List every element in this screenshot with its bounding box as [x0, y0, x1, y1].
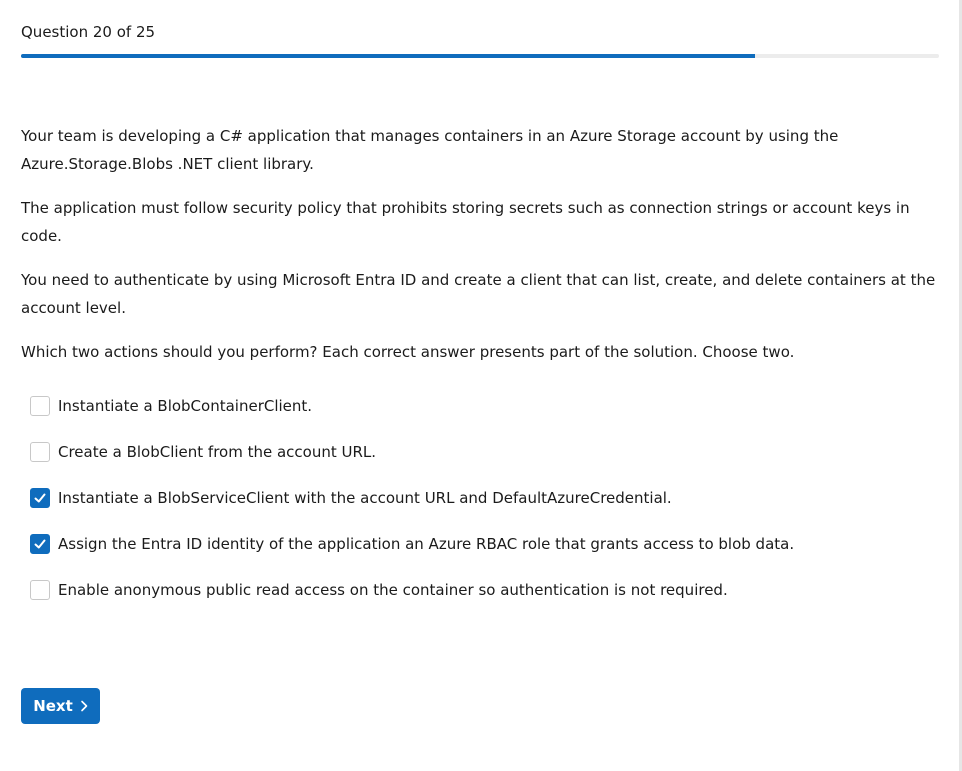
answer-option-4[interactable] — [30, 530, 930, 558]
chevron-right-icon — [80, 700, 88, 712]
answer-option-label: Create a BlobClient from the account URL. — [58, 443, 377, 461]
answer-option-5[interactable] — [30, 576, 930, 604]
checkbox[interactable] — [30, 442, 50, 462]
answer-options — [30, 392, 930, 622]
progress-bar — [21, 54, 939, 58]
answer-option-label: Instantiate a BlobContainerClient. — [58, 397, 313, 415]
question-paragraph-context: Your team is developing a C# application that manages containers in an Azure Storage account by using the Azure.Storage.Blobs .NET client library. — [21, 127, 839, 173]
checkbox[interactable] — [30, 534, 50, 554]
question-text — [21, 122, 936, 382]
answer-option-3[interactable] — [30, 484, 930, 512]
checkmark-icon — [33, 491, 47, 505]
checkbox[interactable] — [30, 396, 50, 416]
next-button-label: Next — [33, 697, 73, 715]
question-paragraph-requirement: You need to authenticate by using Microsoft Entra ID and create a client that can list, create, and delete containers at the account level. — [21, 271, 936, 317]
answer-option-label: Assign the Entra ID identity of the application an Azure RBAC role that grants access to blob data. — [58, 535, 795, 553]
checkbox[interactable] — [30, 488, 50, 508]
progress-bar-fill — [21, 54, 755, 58]
question-paragraph-prompt: Which two actions should you perform? Each correct answer presents part of the solution. Choose two. — [21, 343, 795, 361]
answer-option-label: Instantiate a BlobServiceClient with the account URL and DefaultAzureCredential. — [58, 489, 672, 507]
question-paragraph-policy: The application must follow security policy that prohibits storing secrets such as connection strings or account keys in code. — [21, 199, 910, 245]
answer-option-1[interactable] — [30, 392, 930, 420]
checkbox[interactable] — [30, 580, 50, 600]
next-button[interactable] — [21, 688, 100, 724]
answer-option-label: Enable anonymous public read access on the container so authentication is not required. — [58, 581, 728, 599]
checkmark-icon — [33, 537, 47, 551]
question-counter: Question 20 of 25 — [21, 23, 156, 41]
answer-option-2[interactable] — [30, 438, 930, 466]
